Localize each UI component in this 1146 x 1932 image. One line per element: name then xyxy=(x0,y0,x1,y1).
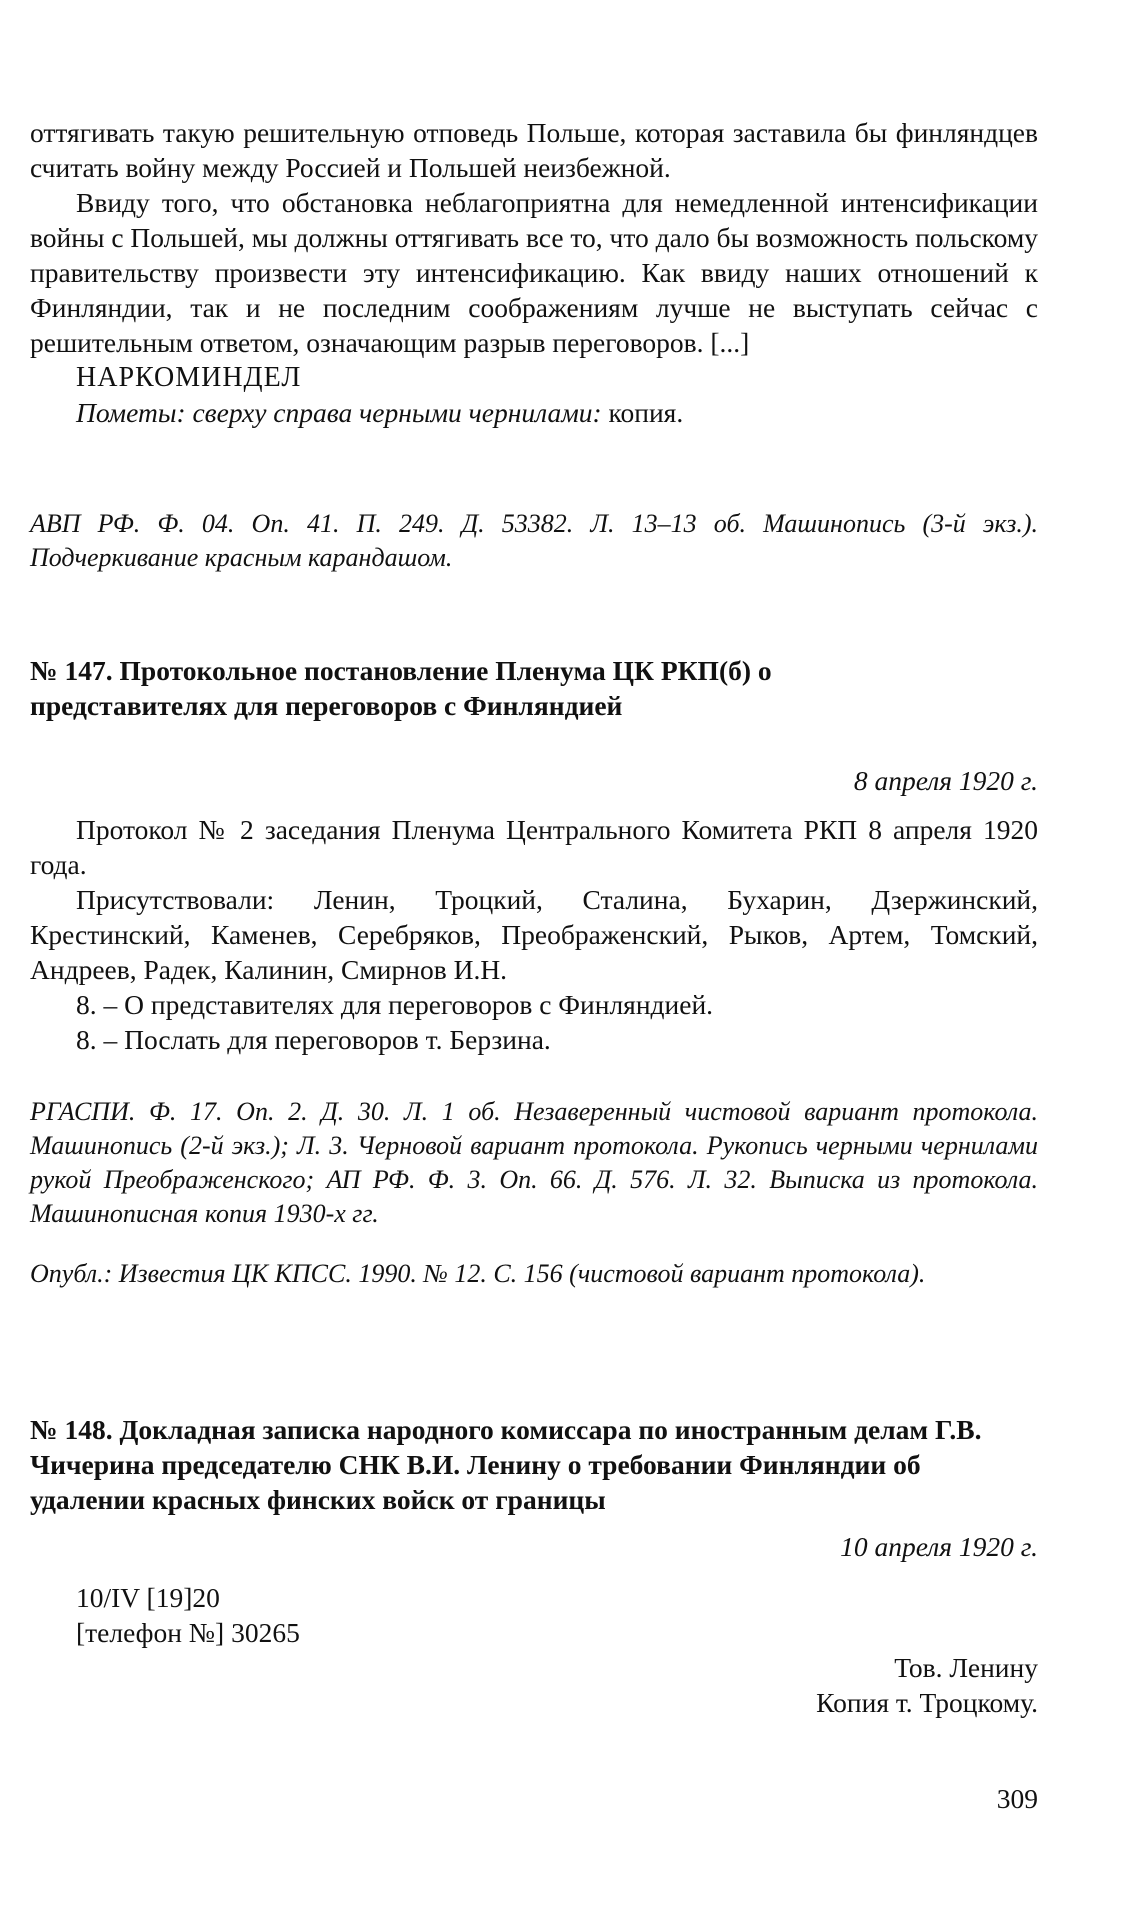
archive-ref: АВП РФ. Ф. 04. Оп. 41. П. 249. Д. 53382. Л. 13–13 об. Машинопись (3-й экз.). Подчеркивание красным карандашом. xyxy=(30,509,1038,572)
doc-147 xyxy=(30,653,1038,1291)
phone-line: [телефон №] 30265 xyxy=(76,1617,300,1648)
page-footer xyxy=(30,1781,1038,1816)
archive-reference-1 xyxy=(30,507,1038,575)
notes-line xyxy=(30,395,1038,430)
doc-148 xyxy=(30,1412,1038,1720)
dateline: 10/IV [19]20 xyxy=(76,1582,220,1613)
doc-148-date: 10 апреля 1920 г. xyxy=(840,1531,1038,1562)
doc-147-published: Опубл.: Известия ЦК КПСС. 1990. № 12. С. 156 (чистовой вариант протокола). xyxy=(30,1259,926,1288)
signature: НАРКОМИНДЕЛ xyxy=(76,362,302,393)
addressee: Тов. Ленину xyxy=(894,1652,1038,1683)
paragraph: Ввиду того, что обстановка неблагоприятна для немедленной интенсификации войны с Польшей, мы должны оттягивать все то, что дало бы возможность польскому правительству произвести эту интенсификацию. Как ввиду наших отношений к Финляндии, так и не последним соображениям лучше не выступать сейчас с решительным ответом, означающим разрыв переговоров. [...] xyxy=(30,187,1038,358)
decision-item: 8. – Послать для переговоров т. Берзина. xyxy=(76,1024,551,1055)
continued-paragraph: оттягивать такую решительную отповедь Польше, которая заставила бы финляндцев считать войну между Россией и Польшей неизбежной. xyxy=(30,117,1038,183)
notes-label: Пометы: сверху справа черными чернилами: xyxy=(76,397,602,428)
doc-147-date: 8 апреля 1920 г. xyxy=(853,765,1038,796)
protocol-line: Протокол № 2 заседания Пленума Центрального Комитета РКП 8 апреля 1920 года. xyxy=(30,814,1038,880)
agenda-item: 8. – О представителях для переговоров с Финляндией. xyxy=(76,989,714,1020)
present-list: Присутствовали: Ленин, Троцкий, Сталина, Бухарин, Дзержинский, Крестинский, Каменев, Серебряков, Преображенский, Рыков, Артем, Томский, Андреев, Радек, Калинин, Смирнов И.Н. xyxy=(30,884,1038,985)
doc-148-heading: № 148. Докладная записка народного комиссара по иностранным делам Г.В. Чичерина председателю СНК В.И. Ленину о требовании Финляндии об удалении красных финских войск от границы xyxy=(30,1414,982,1515)
doc-147-heading: № 147. Протокольное постановление Пленума ЦК РКП(б) о представителях для переговоров с Финляндией xyxy=(30,655,772,721)
page-number: 309 xyxy=(996,1783,1038,1814)
notes-value: копия. xyxy=(601,397,684,428)
copy-to: Копия т. Троцкому. xyxy=(816,1687,1038,1718)
top-continuation xyxy=(30,115,1038,430)
doc-147-archive-ref: РГАСПИ. Ф. 17. Оп. 2. Д. 30. Л. 1 об. Незаверенный чистовой вариант протокола. Машинопись (2-й экз.); Л. 3. Черновой вариант протокола. Рукопись черными чернилами рукой Преображенского; АП РФ. Ф. 3. Оп. 66. Д. 576. Л. 32. Выписка из протокола. Машинописная копия 1930-х гг. xyxy=(30,1097,1038,1228)
